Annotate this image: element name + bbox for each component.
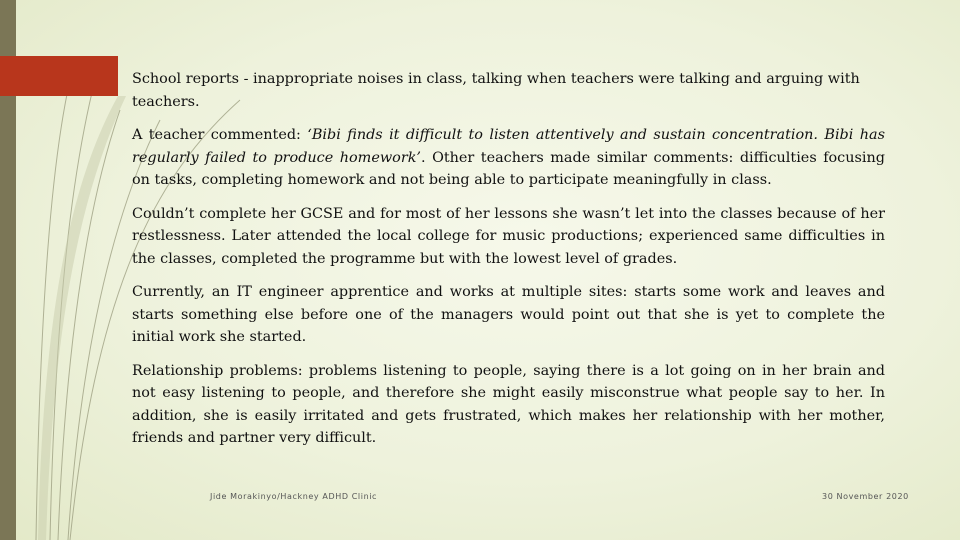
teacher-comment-lead: A teacher commented:: [132, 127, 308, 143]
footer-date: 30 November 2020: [822, 492, 909, 501]
teacher-quote: ‘Bibi finds it difficult to listen attentively and sustain concentration. Bibi has regularly failed to produce homework’: [132, 127, 885, 166]
teacher-comment-tail: . Other teachers made similar comments: difficulties focusing on tasks, completing homework and not being able to participate meaningfully in class.: [132, 149, 885, 188]
paragraph-currently: Currently, an IT engineer apprentice and works at multiple sites: starts some work and leaves and starts something else before one of the managers would point out that she is yet to complete the initial work she started.: [132, 284, 885, 345]
title-accent-tab: [0, 56, 118, 96]
paragraph-relationship: Relationship problems: problems listening to people, saying there is a lot going on in her brain and not easy listening to people, and therefore she might easily misconstrue what people say to her. In addition, she is easily irritated and gets frustrated, which makes her relationship with her mother, friends and partner very difficult.: [132, 362, 885, 446]
slide-body: [132, 68, 885, 461]
footer-author: Jide Morakinyo/Hackney ADHD Clinic: [210, 492, 378, 501]
paragraph-school-reports: School reports - inappropriate noises in class, talking when teachers were talking and arguing with teachers.: [132, 71, 860, 110]
paragraph-teacher-comment: [132, 124, 885, 192]
paragraph-gcse: Couldn’t complete her GCSE and for most of her lessons she wasn’t let into the classes because of her restlessness. Later attended the local college for music productions; experienced same difficulties in the classes, completed the programme but with the lowest level of grades.: [132, 205, 885, 267]
